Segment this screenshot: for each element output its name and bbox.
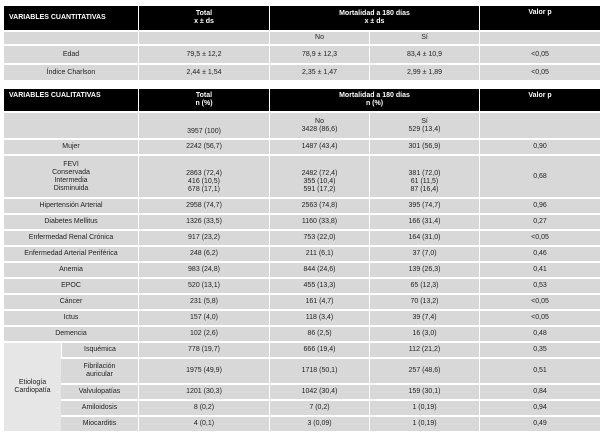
table-row	[4, 46, 600, 63]
row-total: 157 (4,0)	[138, 311, 269, 325]
row-si: 1 (0,19)	[369, 401, 479, 415]
row-total: 1326 (33,5)	[138, 215, 269, 229]
row-total: 79,5 ± 12,2	[138, 46, 269, 63]
row-si: 65 (12,3)	[369, 279, 479, 293]
row-total: 3957 (100)	[138, 113, 269, 138]
row-si: 2,99 ± 1,89	[369, 65, 479, 80]
fevi-sub-label: Conservada	[52, 168, 90, 176]
table-row	[4, 401, 600, 415]
sub-no-label: No	[315, 117, 324, 125]
table-row	[4, 385, 600, 399]
qual-header-mortality	[269, 89, 479, 111]
quant-mort-unit: x ± ds	[364, 18, 385, 25]
etiologia-label	[4, 343, 61, 431]
table-row	[4, 247, 600, 261]
fevi-sub-label: Intermedia	[54, 176, 88, 184]
row-label-line: auricular	[86, 371, 113, 378]
table-row	[4, 311, 600, 325]
row-label: Isquémica	[61, 343, 138, 357]
row-p: 0,90	[479, 140, 600, 154]
row-p: 0,94	[479, 401, 600, 415]
quant-header-label: VARIABLES CUANTITATIVAS	[4, 6, 138, 30]
row-total: 248 (6,2)	[138, 247, 269, 261]
row-si: 16 (3,0)	[369, 327, 479, 341]
row-p: <0,05	[479, 65, 600, 80]
table-row	[4, 215, 600, 229]
row-total	[138, 156, 269, 197]
row-no: 1487 (43,4)	[269, 140, 369, 154]
quant-total-title: Total	[195, 10, 213, 17]
sub-si-label: Sí	[421, 117, 428, 125]
row-si: 139 (26,3)	[369, 263, 479, 277]
quant-mort-title: Mortalidad a 180 días	[339, 10, 410, 17]
row-label: Demencia	[4, 327, 138, 341]
row-si	[369, 113, 479, 138]
row-label	[4, 156, 138, 197]
table-row	[4, 231, 600, 245]
qual-total-title: Total	[195, 92, 213, 99]
row-si: 1 (0,19)	[369, 417, 479, 431]
quantitative-table	[4, 4, 600, 82]
qual-header-label: VARIABLES CUALITATIVAS	[4, 89, 138, 111]
row-label: Índice Charlson	[4, 65, 138, 80]
row-total: 2958 (74,7)	[138, 199, 269, 213]
row-si: 301 (56,9)	[369, 140, 479, 154]
row-si: 37 (7,0)	[369, 247, 479, 261]
table-row	[4, 417, 600, 431]
row-no	[269, 113, 369, 138]
fevi-value: 381 (72,0)	[408, 170, 441, 177]
table-row	[4, 156, 600, 197]
qual-header-p: Valor p	[479, 89, 600, 111]
row-no: 3 (0,09)	[269, 417, 369, 431]
row-no: 2,35 ± 1,47	[269, 65, 369, 80]
qual-header-row	[4, 89, 600, 111]
row-p: 0,53	[479, 279, 600, 293]
sub-no-value: 3428 (86,6)	[301, 125, 338, 133]
row-p: 0,48	[479, 327, 600, 341]
row-label: Valvulopatías	[61, 385, 138, 399]
row-p: <0,05	[479, 311, 600, 325]
table-row	[4, 327, 600, 341]
row-si: 70 (13,2)	[369, 295, 479, 309]
fevi-value: 678 (17,1)	[188, 186, 220, 193]
row-no: 2563 (74,8)	[269, 199, 369, 213]
qual-header-total	[138, 89, 269, 111]
row-total: 2,44 ± 1,54	[138, 65, 269, 80]
row-label: Cáncer	[4, 295, 138, 309]
row-si: 159 (30,1)	[369, 385, 479, 399]
row-no	[269, 156, 369, 197]
etiologia-label-line: Cardiopatía	[14, 387, 51, 394]
row-no: 1718 (50,1)	[269, 359, 369, 383]
row-si: 257 (48,6)	[369, 359, 479, 383]
quant-sub-no: No	[269, 32, 369, 44]
row-label: Amiloidosis	[61, 401, 138, 415]
table-row	[4, 295, 600, 309]
row-label: Miocarditis	[61, 417, 138, 431]
qual-mort-unit: n (%)	[365, 100, 384, 107]
qual-mort-title: Mortalidad a 180 días	[339, 92, 410, 99]
row-total: 983 (24,8)	[138, 263, 269, 277]
row-no: 455 (13,3)	[269, 279, 369, 293]
row-si: 39 (7,4)	[369, 311, 479, 325]
row-p: <0,05	[479, 295, 600, 309]
fevi-value: 416 (10,5)	[188, 178, 220, 185]
quant-header-row	[4, 6, 600, 30]
row-si: 164 (31,0)	[369, 231, 479, 245]
fevi-value: 591 (17,2)	[303, 186, 336, 193]
table-row	[4, 343, 600, 357]
row-no: 844 (24,6)	[269, 263, 369, 277]
row-label: Enfermedad Arterial Periférica	[4, 247, 138, 261]
row-no: 1042 (30,4)	[269, 385, 369, 399]
quant-sub-si: Sí	[369, 32, 479, 44]
row-label-line: Fibrilación	[83, 363, 116, 370]
etiologia-label-line: Etiología	[18, 379, 47, 386]
row-label: Ictus	[4, 311, 138, 325]
table-row	[4, 359, 600, 383]
fevi-value: 87 (16,4)	[410, 186, 439, 193]
row-label: Diabetes Mellitus	[4, 215, 138, 229]
table-row	[4, 140, 600, 154]
row-no: 753 (22,0)	[269, 231, 369, 245]
table-row	[4, 65, 600, 80]
row-p: <0,05	[479, 46, 600, 63]
row-label: Hipertensión Arterial	[4, 199, 138, 213]
fevi-value: 2482 (72,4)	[301, 170, 338, 177]
row-p: 0,68	[479, 156, 600, 197]
table-row	[4, 199, 600, 213]
row-p: 0,51	[479, 359, 600, 383]
row-si: 83,4 ± 10,9	[369, 46, 479, 63]
row-total: 2242 (56,7)	[138, 140, 269, 154]
quant-header-total	[138, 6, 269, 30]
row-label: Enfermedad Renal Crónica	[4, 231, 138, 245]
fevi-sub-label: Disminuida	[53, 184, 89, 192]
fevi-value: 355 (10,4)	[303, 178, 336, 185]
fevi-label: FEVI	[63, 160, 79, 168]
fevi-value: 2863 (72,4)	[186, 170, 222, 177]
row-no: 211 (6,1)	[269, 247, 369, 261]
row-total: 917 (23,2)	[138, 231, 269, 245]
row-p: 0,35	[479, 343, 600, 357]
row-total: 1201 (30,3)	[138, 385, 269, 399]
row-label: Anemia	[4, 263, 138, 277]
row-p: 0,84	[479, 385, 600, 399]
row-no: 78,9 ± 12,3	[269, 46, 369, 63]
row-total: 778 (19,7)	[138, 343, 269, 357]
row-p: 0,96	[479, 199, 600, 213]
row-p: 0,49	[479, 417, 600, 431]
row-label	[61, 359, 138, 383]
row-total: 4 (0,1)	[138, 417, 269, 431]
row-p: 0,46	[479, 247, 600, 261]
row-total: 102 (2,6)	[138, 327, 269, 341]
row-si	[369, 156, 479, 197]
row-label: EPOC	[4, 279, 138, 293]
table-row	[4, 113, 600, 138]
row-no: 7 (0,2)	[269, 401, 369, 415]
row-label: Edad	[4, 46, 138, 63]
table-row	[4, 263, 600, 277]
row-si: 166 (31,4)	[369, 215, 479, 229]
row-total: 520 (13,1)	[138, 279, 269, 293]
fevi-value: 61 (11,5)	[410, 178, 439, 185]
row-total: 231 (5,8)	[138, 295, 269, 309]
quant-header-mortality	[269, 6, 479, 30]
row-p: 0,41	[479, 263, 600, 277]
row-no: 666 (19,4)	[269, 343, 369, 357]
row-label: Mujer	[4, 140, 138, 154]
row-si: 395 (74,7)	[369, 199, 479, 213]
quant-subheader-row	[4, 32, 600, 44]
row-no: 118 (3,4)	[269, 311, 369, 325]
row-total: 1975 (49,9)	[138, 359, 269, 383]
qualitative-table	[4, 87, 600, 433]
quant-header-p: Valor p	[479, 6, 600, 30]
qual-total-unit: n (%)	[195, 100, 213, 107]
sub-si-value: 529 (13,4)	[408, 125, 441, 133]
row-si: 112 (21,2)	[369, 343, 479, 357]
row-no: 161 (4,7)	[269, 295, 369, 309]
row-no: 86 (2,5)	[269, 327, 369, 341]
row-p: 0,27	[479, 215, 600, 229]
quant-total-unit: x ± ds	[194, 18, 214, 25]
row-p: <0,05	[479, 231, 600, 245]
row-no: 1160 (33,8)	[269, 215, 369, 229]
row-total: 8 (0,2)	[138, 401, 269, 415]
table-row	[4, 279, 600, 293]
